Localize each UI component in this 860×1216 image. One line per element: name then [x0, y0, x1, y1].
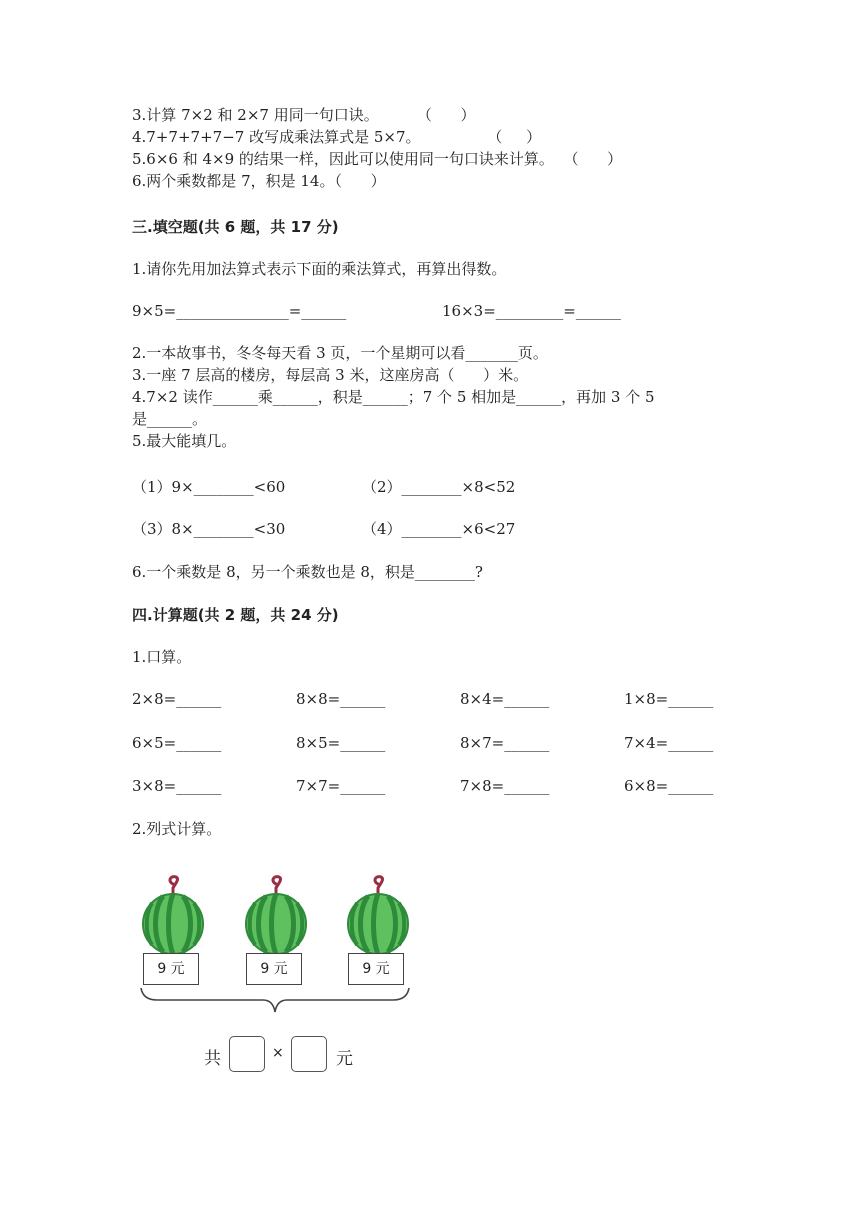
fill-q1-a: 9×5=_______________=______	[132, 302, 347, 320]
judge-item-6: 6.两个乘数都是 7，积是 14。（ ）	[132, 172, 386, 190]
watermelon-icon	[143, 877, 203, 954]
fill-q6: 6.一个乘数是 8，另一个乘数也是 8，积是________?	[132, 563, 483, 581]
oral-item: 7×4=______	[624, 734, 714, 752]
price-label: 9 元	[348, 953, 404, 985]
price-label: 9 元	[143, 953, 199, 985]
fill-q2: 2.一本故事书，冬冬每天看 3 页，一个星期可以看_______页。	[132, 344, 548, 362]
oral-item: 8×5=______	[296, 734, 386, 752]
fill-q3: 3.一座 7 层高的楼房，每层高 3 米，这座房高（ ）米。	[132, 366, 529, 384]
oral-item: 3×8=______	[132, 777, 222, 795]
oral-item: 6×5=______	[132, 734, 222, 752]
oral-item: 1×8=______	[624, 690, 714, 708]
oral-item: 7×7=______	[296, 777, 386, 795]
oral-item: 7×8=______	[460, 777, 550, 795]
fill-q5-part1: （1）9×________<60	[132, 478, 286, 496]
oral-item: 8×8=______	[296, 690, 386, 708]
oral-item: 6×8=______	[624, 777, 714, 795]
calc-q1: 1.口算。	[132, 648, 192, 666]
answer-box[interactable]	[229, 1036, 265, 1072]
judge-item-4: 4.7+7+7+7−7 改写成乘法算式是 5×7。 （ ）	[132, 128, 542, 146]
watermelon-icon	[246, 877, 306, 954]
judge-item-3: 3.计算 7×2 和 2×7 用同一句口诀。 （ ）	[132, 106, 476, 124]
section4-title: 四.计算题(共 2 题，共 24 分)	[132, 606, 339, 624]
fill-q5-part2: （2）________×8<52	[362, 478, 516, 496]
price-label: 9 元	[246, 953, 302, 985]
times-sign: ×	[272, 1045, 284, 1061]
oral-item: 2×8=______	[132, 690, 222, 708]
brace	[141, 988, 409, 1012]
calc-q2: 2.列式计算。	[132, 820, 222, 838]
answer-box[interactable]	[291, 1036, 327, 1072]
total-label: 共	[204, 1049, 221, 1069]
unit-label: 元	[336, 1049, 353, 1069]
fill-q4-line2: 是______。	[132, 410, 208, 428]
fill-q1-b: 16×3=_________=______	[442, 302, 621, 320]
judge-item-5: 5.6×6 和 4×9 的结果一样，因此可以使用同一句口诀来计算。 （ ）	[132, 150, 623, 168]
watermelon-figure	[135, 872, 425, 1022]
fill-q1: 1.请你先用加法算式表示下面的乘法算式，再算出得数。	[132, 260, 507, 278]
fill-q5: 5.最大能填几。	[132, 432, 237, 450]
fill-q5-part3: （3）8×________<30	[132, 520, 286, 538]
watermelon-icon	[348, 877, 408, 954]
fill-q5-part4: （4）________×6<27	[362, 520, 516, 538]
section3-title: 三.填空题(共 6 题，共 17 分)	[132, 218, 339, 236]
fill-q4-line1: 4.7×2 读作______乘______，积是______；7 个 5 相加是______，再加 3 个 5	[132, 388, 655, 406]
oral-item: 8×4=______	[460, 690, 550, 708]
oral-item: 8×7=______	[460, 734, 550, 752]
